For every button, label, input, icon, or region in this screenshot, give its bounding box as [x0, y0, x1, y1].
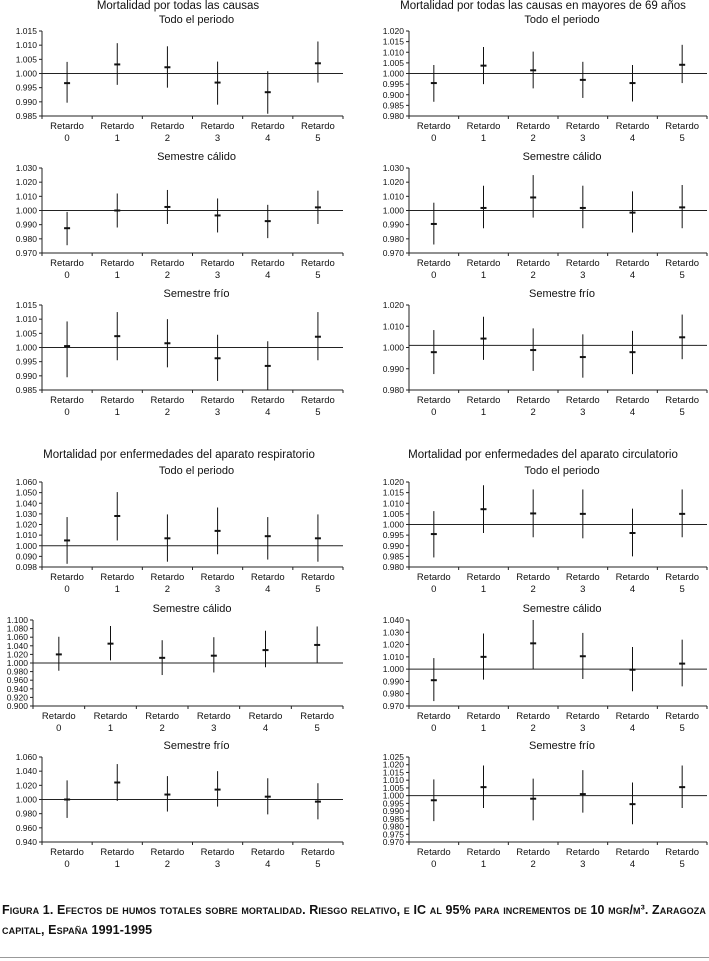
chart-10-x-label-top-3: Retardo	[200, 847, 235, 858]
chart-7-y-tick-label-5: 0.995	[382, 530, 404, 541]
chart-3-x-label-bottom-5: 5	[679, 270, 685, 281]
chart-4-y-tick-label-1: 1.010	[15, 314, 37, 325]
chart-7-y-tick-label-0: 1.020	[382, 477, 404, 487]
chart-10-y-tick-label-6: 0.940	[15, 837, 37, 847]
chart-4-y-tick-label-4: 0.995	[15, 356, 37, 367]
chart-1-y-tick-label-5: 0.995	[382, 79, 404, 90]
chart-1-x-label-top-0: Retardo	[416, 121, 451, 132]
chart-3-y-tick-label-2: 1.010	[382, 191, 404, 202]
chart-7-x-label-top-0: Retardo	[416, 572, 451, 583]
chart-4-x-label-bottom-0: 0	[64, 407, 70, 418]
chart-10-x-label-bottom-5: 5	[315, 859, 321, 870]
chart-0-y-tick-label-1: 1.010	[15, 40, 37, 51]
chart-5-y-tick-label-4: 0.980	[382, 385, 404, 395]
chart-2-x-label-bottom-2: 2	[164, 270, 171, 281]
chart-7-x-label-top-3: Retardo	[565, 572, 600, 583]
chart-2-y-tick-label-6: 0.970	[15, 248, 37, 258]
chart-3-y-tick-label-4: 0.990	[382, 219, 404, 230]
chart-2-y-tick-label-2: 1.010	[15, 191, 37, 202]
chart-7-title: Todo el periodo	[524, 465, 600, 477]
chart-10-y-tick-label-0: 1.060	[15, 752, 37, 762]
chart-2-x-label-top-3: Retardo	[200, 258, 235, 269]
chart-7-x-label-top-1: Retardo	[466, 572, 501, 583]
chart-9-x-label-top-0: Retardo	[416, 711, 451, 722]
chart-0-x-label-bottom-2: 2	[164, 133, 171, 144]
chart-0-x-label-top-1: Retardo	[100, 121, 135, 132]
chart-0-y-tick-label-5: 0.990	[15, 96, 37, 107]
chart-3-y-tick-label-3: 1.000	[382, 205, 404, 216]
chart-2-x-label-bottom-3: 3	[214, 270, 221, 281]
chart-1-x-label-top-3: Retardo	[565, 121, 600, 132]
chart-10-x-label-bottom-0: 0	[64, 859, 70, 870]
chart-4-title: Semestre frío	[163, 288, 230, 300]
chart-6-y-tick-label-1: 1.050	[15, 487, 37, 498]
chart-4-y-tick-label-3: 1.000	[15, 342, 37, 353]
chart-11-x-label-top-3: Retardo	[565, 847, 600, 858]
chart-2-x-label-top-1: Retardo	[100, 258, 135, 269]
chart-4-x-label-bottom-3: 3	[214, 407, 221, 418]
chart-10-y-tick-label-1: 1.040	[15, 766, 37, 777]
chart-10-y-tick-label-2: 1.020	[15, 780, 37, 791]
chart-5-x-label-bottom-4: 4	[629, 407, 636, 418]
chart-8-y-tick-label-2: 1.060	[6, 632, 28, 643]
chart-8-title: Semestre cálido	[152, 603, 232, 615]
section-title-1: Mortalidad por todas las causas en mayores de 69 años	[400, 0, 686, 12]
chart-9-x-label-top-5: Retardo	[665, 711, 700, 722]
chart-3-y-tick-label-6: 0.970	[382, 248, 404, 258]
chart-11-y-tick-label-1: 1.020	[382, 759, 404, 770]
chart-8-x-label-top-1: Retardo	[93, 711, 128, 722]
chart-0-x-label-bottom-4: 4	[265, 133, 271, 144]
chart-8-y-tick-label-5: 1.000	[6, 658, 28, 668]
chart-11-y-tick-label-9: 0.980	[382, 821, 404, 832]
chart-1-y-tick-label-6: 0.900	[382, 89, 404, 100]
chart-11-y-tick-label-8: 0.985	[382, 813, 404, 824]
chart-9-x-label-bottom-1: 1	[480, 723, 487, 734]
chart-3-x-label-top-3: Retardo	[565, 258, 600, 269]
chart-9-x-label-bottom-0: 0	[431, 723, 437, 734]
chart-11-x-label-bottom-3: 3	[580, 859, 586, 870]
chart-0-x-label-top-4: Retardo	[250, 121, 285, 132]
chart-4-x-label-top-0: Retardo	[50, 395, 84, 406]
chart-0-x-label-top-3: Retardo	[200, 121, 235, 132]
chart-5-title: Semestre frío	[528, 288, 596, 300]
chart-3-y-tick-label-1: 1.020	[382, 177, 404, 188]
chart-7-x-label-bottom-0: 0	[431, 584, 437, 595]
chart-1-y-tick-label-2: 1.010	[382, 47, 404, 58]
chart-2-x-label-bottom-1: 1	[114, 270, 120, 281]
chart-0-x-label-bottom-0: 0	[64, 133, 70, 144]
chart-11-y-tick-label-10: 0.975	[382, 829, 404, 840]
chart-8-y-tick-label-0: 1.100	[6, 615, 28, 625]
chart-7-y-tick-label-6: 0.990	[382, 540, 404, 551]
chart-5-y-tick-label-0: 1.020	[382, 300, 404, 310]
chart-3-x-label-top-4: Retardo	[615, 258, 650, 269]
chart-10-title: Semestre frío	[163, 740, 230, 752]
chart-9-y-tick-label-5: 0.990	[382, 676, 404, 687]
chart-10-x-label-bottom-4: 4	[265, 859, 271, 870]
chart-7-x-label-top-2: Retardo	[516, 572, 551, 583]
chart-3-x-label-top-2: Retardo	[516, 258, 551, 269]
chart-11-x-label-top-4: Retardo	[615, 847, 650, 858]
chart-1-y-tick-label-0: 1.020	[382, 26, 404, 36]
chart-11-x-label-top-5: Retardo	[665, 847, 700, 858]
chart-5-x-label-top-5: Retardo	[665, 395, 700, 406]
chart-8-y-tick-label-4: 1.020	[6, 649, 28, 660]
chart-2-y-tick-label-1: 1.020	[15, 177, 37, 188]
chart-4-y-tick-label-2: 1.005	[15, 328, 37, 339]
chart-7-x-label-top-5: Retardo	[665, 572, 700, 583]
chart-4-x-label-bottom-5: 5	[315, 407, 321, 418]
chart-2-y-tick-label-5: 0.980	[15, 233, 37, 244]
chart-3-x-label-bottom-3: 3	[580, 270, 586, 281]
chart-11-y-tick-label-0: 1.025	[382, 752, 404, 762]
chart-1-x-label-bottom-2: 2	[530, 133, 536, 144]
chart-8-x-label-top-0: Retardo	[41, 711, 76, 722]
chart-11-y-tick-label-6: 0.995	[382, 798, 404, 809]
chart-6-y-tick-label-8: 0.098	[15, 562, 37, 572]
chart-9-y-tick-label-7: 0.970	[382, 701, 404, 711]
chart-9-y-tick-label-4: 1.000	[382, 664, 404, 675]
chart-2-x-label-top-5: Retardo	[301, 258, 335, 269]
chart-5-x-label-bottom-1: 1	[480, 407, 487, 418]
chart-10-y-tick-label-4: 0.980	[15, 808, 37, 819]
chart-6-x-label-bottom-5: 5	[315, 584, 321, 595]
chart-1-x-label-top-2: Retardo	[516, 121, 551, 132]
chart-10-y-tick-label-3: 1.000	[15, 794, 37, 805]
chart-8-x-label-bottom-3: 3	[211, 723, 217, 734]
chart-3-x-label-bottom-2: 2	[530, 270, 536, 281]
chart-4-x-label-bottom-4: 4	[265, 407, 271, 418]
chart-4-x-label-top-5: Retardo	[301, 395, 335, 406]
chart-5-y-tick-label-2: 1.000	[382, 342, 404, 353]
chart-6-x-label-top-4: Retardo	[250, 572, 285, 583]
chart-7-y-tick-label-8: 0.980	[382, 562, 404, 572]
chart-2-title: Semestre cálido	[157, 151, 236, 163]
chart-11-x-label-bottom-5: 5	[679, 859, 685, 870]
chart-0-x-label-top-0: Retardo	[50, 121, 84, 132]
chart-8-y-tick-label-6: 0.980	[6, 666, 28, 677]
chart-8-x-label-top-5: Retardo	[300, 711, 335, 722]
chart-11-x-label-bottom-0: 0	[431, 859, 437, 870]
chart-6-y-tick-label-0: 1.060	[15, 477, 37, 487]
section-title-2: Mortalidad por enfermedades del aparato respiratorio	[43, 449, 315, 461]
chart-6-x-label-bottom-4: 4	[265, 584, 271, 595]
chart-10-x-label-top-5: Retardo	[301, 847, 335, 858]
chart-6-x-label-top-5: Retardo	[301, 572, 335, 583]
chart-1-x-label-bottom-4: 4	[629, 133, 636, 144]
chart-0-x-label-top-5: Retardo	[301, 121, 335, 132]
chart-9-x-label-bottom-3: 3	[580, 723, 586, 734]
chart-1-x-label-top-4: Retardo	[615, 121, 650, 132]
chart-7-x-label-bottom-4: 4	[629, 584, 636, 595]
chart-2-x-label-top-4: Retardo	[250, 258, 285, 269]
chart-4-x-label-top-2: Retardo	[150, 395, 185, 406]
chart-9-x-label-top-1: Retardo	[466, 711, 501, 722]
chart-6-x-label-top-3: Retardo	[200, 572, 235, 583]
chart-11-x-label-bottom-1: 1	[480, 859, 487, 870]
chart-11-y-tick-label-2: 1.015	[382, 767, 404, 778]
chart-0-y-tick-label-6: 0.985	[15, 111, 37, 121]
chart-3-x-label-top-1: Retardo	[466, 258, 501, 269]
chart-10-x-label-bottom-2: 2	[164, 859, 171, 870]
chart-9-x-label-top-4: Retardo	[615, 711, 650, 722]
chart-8-y-tick-label-8: 0.940	[6, 683, 28, 694]
chart-9-y-tick-label-0: 1.040	[382, 615, 404, 625]
chart-5-x-label-top-3: Retardo	[565, 395, 600, 406]
chart-6-title: Todo el periodo	[158, 465, 235, 477]
chart-8-x-label-bottom-1: 1	[107, 723, 114, 734]
chart-2-x-label-bottom-5: 5	[315, 270, 321, 281]
chart-3-y-tick-label-0: 1.030	[382, 163, 404, 173]
chart-2-x-label-top-0: Retardo	[50, 258, 84, 269]
chart-7-y-tick-label-7: 0.985	[382, 551, 404, 562]
chart-8-y-tick-label-7: 0.960	[6, 675, 28, 686]
chart-3-x-label-bottom-1: 1	[480, 270, 487, 281]
chart-1-x-label-bottom-5: 5	[679, 133, 685, 144]
chart-8-y-tick-label-10: 0.900	[6, 701, 28, 711]
chart-11-y-tick-label-7: 0.990	[382, 806, 404, 817]
chart-6-x-label-top-2: Retardo	[150, 572, 185, 583]
chart-11-x-label-top-0: Retardo	[416, 847, 451, 858]
chart-9-x-label-bottom-5: 5	[679, 723, 685, 734]
chart-9-x-label-top-3: Retardo	[565, 711, 600, 722]
chart-11-y-tick-label-11: 0.970	[382, 837, 404, 847]
chart-10-x-label-top-0: Retardo	[50, 847, 84, 858]
chart-4-x-label-top-4: Retardo	[250, 395, 285, 406]
chart-7-x-label-bottom-5: 5	[679, 584, 685, 595]
chart-4-x-label-bottom-1: 1	[114, 407, 120, 418]
chart-3-y-tick-label-5: 0.980	[382, 233, 404, 244]
chart-1-x-label-bottom-0: 0	[431, 133, 437, 144]
chart-4-y-tick-label-6: 0.985	[15, 385, 37, 395]
chart-1-x-label-bottom-3: 3	[580, 133, 586, 144]
chart-3-x-label-bottom-4: 4	[629, 270, 636, 281]
chart-5-y-tick-label-1: 1.010	[382, 321, 404, 332]
chart-2-y-tick-label-3: 1.000	[15, 205, 37, 216]
chart-7-x-label-bottom-2: 2	[530, 584, 536, 595]
chart-0-y-tick-label-0: 1.015	[15, 26, 37, 36]
chart-10-x-label-top-2: Retardo	[150, 847, 185, 858]
chart-6-y-tick-label-2: 1.040	[15, 498, 37, 509]
chart-7-x-label-bottom-1: 1	[480, 584, 487, 595]
chart-3-x-label-top-0: Retardo	[416, 258, 451, 269]
chart-9-y-tick-label-3: 1.010	[382, 651, 404, 662]
chart-10-x-label-top-4: Retardo	[250, 847, 285, 858]
chart-6-y-tick-label-5: 1.010	[15, 530, 37, 541]
section-title-3: Mortalidad por enfermedades del aparato circulatorio	[408, 449, 678, 461]
chart-2-y-tick-label-4: 0.990	[15, 219, 37, 230]
chart-7-y-tick-label-2: 1.010	[382, 498, 404, 509]
chart-1-y-tick-label-4: 1.000	[382, 68, 404, 79]
chart-11-y-tick-label-4: 1.005	[382, 782, 404, 793]
chart-5-x-label-bottom-5: 5	[679, 407, 685, 418]
chart-4-x-label-bottom-2: 2	[164, 407, 171, 418]
chart-1-x-label-bottom-1: 1	[480, 133, 487, 144]
chart-11-x-label-top-1: Retardo	[466, 847, 501, 858]
chart-6-y-tick-label-7: 0.090	[15, 551, 37, 562]
chart-8-y-tick-label-1: 1.080	[6, 623, 28, 634]
chart-0-y-tick-label-4: 0.995	[15, 82, 37, 93]
chart-9-x-label-bottom-4: 4	[629, 723, 636, 734]
chart-6-x-label-top-1: Retardo	[100, 572, 135, 583]
chart-10-x-label-bottom-3: 3	[214, 859, 221, 870]
chart-2-x-label-bottom-0: 0	[64, 270, 70, 281]
chart-11-title: Semestre frío	[528, 740, 596, 752]
chart-8-x-label-bottom-4: 4	[262, 723, 269, 734]
chart-8-x-label-bottom-5: 5	[314, 723, 320, 734]
chart-4-x-label-top-1: Retardo	[100, 395, 135, 406]
chart-7-x-label-bottom-3: 3	[580, 584, 586, 595]
chart-7-x-label-top-4: Retardo	[615, 572, 650, 583]
chart-8-y-tick-label-9: 0.920	[6, 692, 28, 703]
chart-9-x-label-top-2: Retardo	[516, 711, 551, 722]
chart-5-x-label-top-2: Retardo	[516, 395, 551, 406]
chart-0-x-label-bottom-5: 5	[315, 133, 321, 144]
chart-2-x-label-top-2: Retardo	[150, 258, 185, 269]
chart-1-y-tick-label-1: 1.015	[382, 36, 404, 47]
chart-5-x-label-bottom-0: 0	[431, 407, 437, 418]
chart-0-y-tick-label-2: 1.005	[15, 54, 37, 65]
chart-7-y-tick-label-3: 1.005	[382, 508, 404, 519]
chart-0-x-label-bottom-1: 1	[114, 133, 120, 144]
chart-8-x-label-top-2: Retardo	[145, 711, 180, 722]
chart-3-x-label-top-5: Retardo	[665, 258, 700, 269]
chart-5-x-label-bottom-3: 3	[580, 407, 586, 418]
chart-8-x-label-top-4: Retardo	[248, 711, 283, 722]
chart-9-title: Semestre cálido	[522, 603, 602, 615]
chart-7-y-tick-label-4: 1.000	[382, 519, 404, 530]
chart-0-title: Todo el periodo	[158, 14, 235, 26]
chart-10-x-label-bottom-1: 1	[114, 859, 120, 870]
chart-1-y-tick-label-7: 0.985	[382, 100, 404, 111]
chart-4-y-tick-label-0: 1.015	[15, 300, 37, 310]
chart-9-y-tick-label-1: 1.030	[382, 627, 404, 638]
chart-1-y-tick-label-8: 0.980	[382, 111, 404, 121]
chart-5-x-label-bottom-2: 2	[530, 407, 536, 418]
section-title-0: Mortalidad por todas las causas	[96, 0, 260, 12]
chart-6-x-label-top-0: Retardo	[50, 572, 84, 583]
chart-3-title: Semestre cálido	[522, 151, 602, 163]
chart-1-x-label-top-5: Retardo	[665, 121, 700, 132]
chart-1-y-tick-label-3: 1.005	[382, 57, 404, 68]
chart-5-x-label-top-1: Retardo	[466, 395, 501, 406]
chart-8-x-label-bottom-0: 0	[56, 723, 62, 734]
chart-8-x-label-top-3: Retardo	[196, 711, 231, 722]
chart-6-x-label-bottom-0: 0	[64, 584, 70, 595]
chart-8-x-label-bottom-2: 2	[159, 723, 165, 734]
chart-6-y-tick-label-3: 1.030	[15, 508, 37, 519]
chart-4-x-label-top-3: Retardo	[200, 395, 235, 406]
chart-11-x-label-top-2: Retardo	[516, 847, 551, 858]
figure-caption: Figura 1. Efectos de humos totales sobre mortalidad. Riesgo relativo, e IC al 95% para incrementos de 10 µgr/m³. Zaragoza capital, España 1991-1995	[2, 903, 706, 937]
chart-10-x-label-top-1: Retardo	[100, 847, 135, 858]
chart-4-y-tick-label-5: 0.990	[15, 370, 37, 381]
chart-7-y-tick-label-1: 1.015	[382, 487, 404, 498]
chart-9-y-tick-label-6: 0.980	[382, 688, 404, 699]
chart-2-y-tick-label-0: 1.030	[15, 163, 37, 173]
chart-1-title: Todo el periodo	[524, 14, 600, 26]
chart-6-x-label-bottom-3: 3	[214, 584, 221, 595]
chart-6-y-tick-label-6: 1.000	[15, 540, 37, 551]
chart-3-x-label-bottom-0: 0	[431, 270, 437, 281]
chart-11-y-tick-label-5: 1.000	[382, 790, 404, 801]
chart-6-y-tick-label-4: 1.020	[15, 519, 37, 530]
chart-11-y-tick-label-3: 1.010	[382, 775, 404, 786]
chart-5-y-tick-label-3: 0.990	[382, 363, 404, 374]
chart-5-x-label-top-4: Retardo	[615, 395, 650, 406]
chart-0-x-label-bottom-3: 3	[214, 133, 221, 144]
chart-10-y-tick-label-5: 0.960	[15, 822, 37, 833]
chart-5-x-label-top-0: Retardo	[416, 395, 451, 406]
bottom-divider	[0, 957, 709, 958]
chart-0-x-label-top-2: Retardo	[150, 121, 185, 132]
chart-6-x-label-bottom-1: 1	[114, 584, 120, 595]
chart-6-x-label-bottom-2: 2	[164, 584, 171, 595]
chart-0-y-tick-label-3: 1.000	[15, 68, 37, 79]
chart-9-y-tick-label-2: 1.020	[382, 639, 404, 650]
chart-11-x-label-bottom-4: 4	[629, 859, 636, 870]
chart-9-x-label-bottom-2: 2	[530, 723, 536, 734]
chart-1-x-label-top-1: Retardo	[466, 121, 501, 132]
chart-11-x-label-bottom-2: 2	[530, 859, 536, 870]
chart-2-x-label-bottom-4: 4	[265, 270, 271, 281]
chart-8-y-tick-label-3: 1.040	[6, 640, 28, 651]
